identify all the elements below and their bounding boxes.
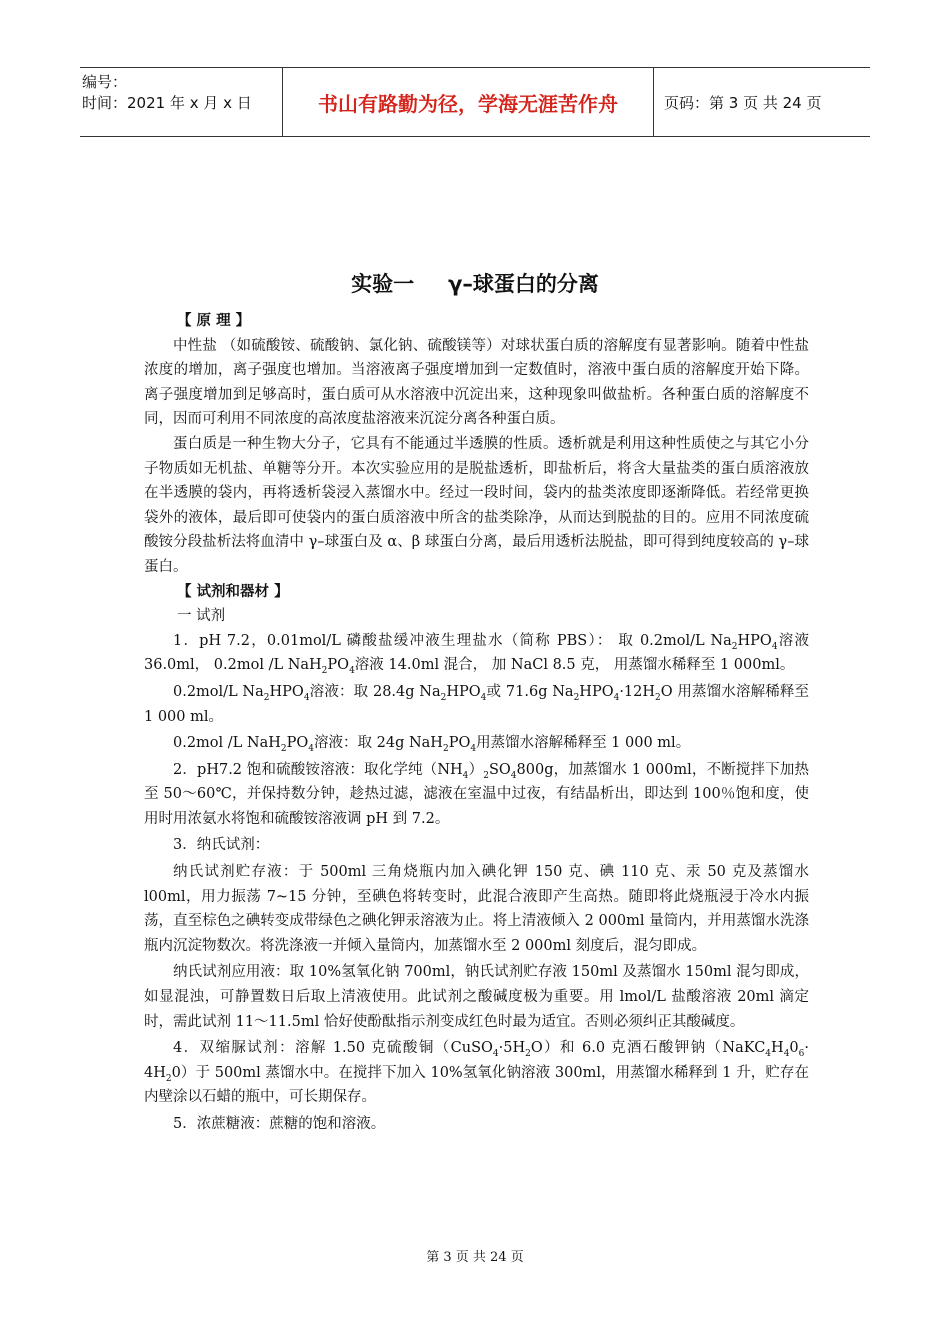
header-motto: 书山有路勤为径，学海无涯苦作舟 [282,68,654,136]
time-label: 时间：2021 年 x 月 x 日 [82,94,252,112]
experiment-name: γ–球蛋白的分离 [448,272,599,296]
experiment-number: 实验一 [351,272,415,296]
paragraph: 中性盐 （如硫酸铵、硫酸钠、氯化钠、硫酸镁等）对球状蛋白质的溶解度有显著影响。随着中性盐浓度的增加，离子强度也增加。当溶液离子强度增加到一定数值时，溶液中蛋白质的溶解度开始下降。离子强度增加到足够高时，蛋白质可从水溶液中沉淀出来，这种现象叫做盐析。各种蛋白质的溶解度不同，因而可利用不同浓度的高浓度盐溶液来沉淀分离各种蛋白质。 [144,337,809,428]
serial-label: 编号： [82,73,128,91]
reagent-item: 0.2mol /L $NaH_2PO_4$溶液：取 24g $NaH_2PO_4$用蒸馏水溶解稀释至 1 000 ml。 [173,735,691,754]
reagent-item: 纳氏试剂应用液：取 10%氢氧化钠 700ml，钠氏试剂贮存液 150ml 及蒸馏水 150ml 混匀即成，如显混浊，可静置数日后取上清液使用。此试剂之酸碱度极为重要。用 lmol/L 盐酸溶液 20ml 滴定时，需此试剂 11～11.5ml 恰好使酚酞指示剂变成红色时最为适宜。否则必须纠正其酸碱度。 [144,964,809,1030]
reagent-item: 纳氏试剂贮存液：于 500ml 三角烧瓶内加入碘化钾 150 克、碘 110 克、汞 50 克及蒸馏水 l00ml，用力振荡 7~15 分钟，至碘色将转变时，此混合液即产生高热。随即将此烧瓶浸于冷水内振荡，直至棕色之碘转变成带绿色之碘化钾汞溶液为止。将上清液倾入 2 000ml 量筒内，并用蒸馏水洗涤瓶内沉淀物数次。将洗涤液一并倾入量筒内，加蒸馏水至 2 000ml 刻度后，混匀即成。 [144,864,809,954]
reagent-item: 0.2mol/L $Na_2HPO_4$溶液：取 28.4g $Na_2HPO_4$或 71.6g $Na_2HPO_4\cdot 12H_2O$ 用蒸馏水溶解稀释至 1 000 ml。 [144,683,810,725]
page-header [80,67,870,137]
paragraph: 蛋白质是一种生物大分子，它具有不能通过半透膜的性质。透析就是利用这种性质使之与其它小分子物质如无机盐、单糖等分开。本次实验应用的是脱盐透析，即盐析后，将含大量盐类的蛋白质溶液放在半透膜的袋内，再将透析袋浸入蒸馏水中。经过一段时间，袋内的盐类浓度即逐渐降低。若经常更换袋外的液体，最后即可使袋内的蛋白质溶液中所含的盐类除净，从而达到脱盐的目的。应用不同浓度硫酸铵分段盐析法将血清中 γ–球蛋白及 α、β 球蛋白分离，最后用透析法脱盐，即可得到纯度较高的 γ–球蛋白。 [144,435,809,575]
reagent-item: 1．pH 7.2，0.01mol/L 磷酸盐缓冲液生理盐水（简称 PBS）： 取 0.2mol/L $Na_2HPO_4$溶液 36.0ml， 0.2mol /L $NaH_2PO_4$溶液 14.0ml 混合， 加 NaCl 8.5 克， 用蒸馏水稀释至 1 000ml。 [144,632,809,677]
reagents-heading: 【 试剂和器材 】 [177,583,289,600]
document-title [0,268,950,298]
reagent-item: 2．pH7.2 饱和硫酸铵溶液：取化学纯$(NH_4)_2SO_4800g$，加蒸馏水 1 000ml，不断搅拌下加热至 50～60℃，并保持数分钟，趁热过滤，滤液在室温中过夜，有结晶析出，即达到 100％饱和度，使用时用浓氨水将饱和硫酸铵溶液调 pH 到 7.2。 [144,761,810,827]
header-meta [82,72,282,114]
reagent-item: 4．双缩脲试剂：溶解 1.50 克硫酸铜$(CuSO_4\cdot 5H_2O)$和 6.0 克酒石酸钾钠$(NaKC_4H_40_6\cdot 4H_20)$于 500ml 蒸馏水中。在搅拌下加入 10%氢氧化钠溶液 300ml，用蒸馏水稀释到 1 升，贮存在内壁涂以石蜡的瓶中，可长期保存。 [144,1040,809,1106]
reagent-item: 3．纳氏试剂： [173,837,270,854]
principle-heading: 【 原 理 】 [177,313,251,329]
reagents-subheading: 一 试剂 [177,608,226,625]
page-footer: 第 3 页 共 24 页 [426,1250,524,1265]
document-body [144,309,809,1139]
header-page-info: 页码：第 3 页 共 24 页 [664,93,822,112]
reagent-item: 5．浓蔗糖液：蔗糖的饱和溶液。 [173,1116,386,1132]
